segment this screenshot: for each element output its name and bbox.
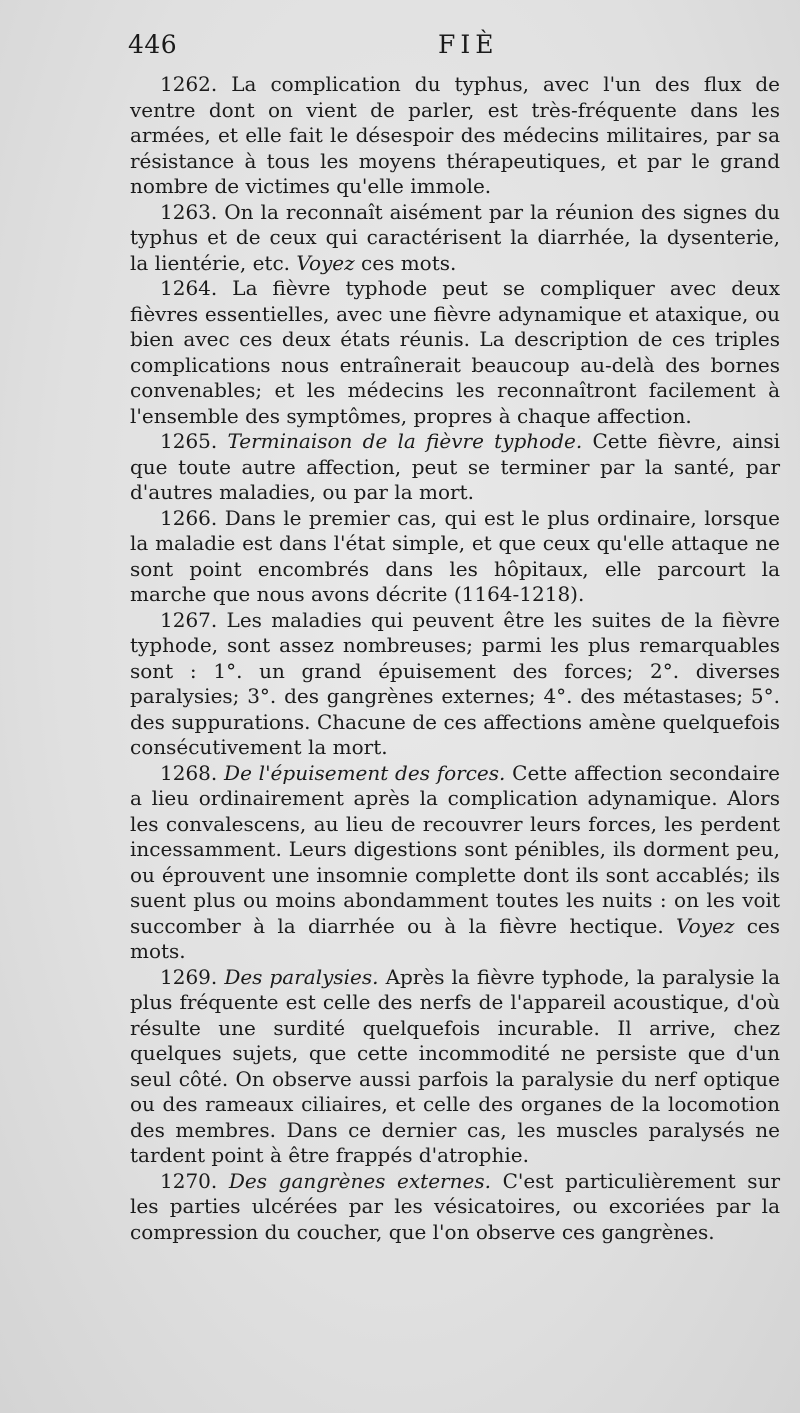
paragraph-text: 1267. Les maladies qui peuvent être les suites de la fièvre typhode, sont assez nombreuses; parmi les plus remarquables sont : 1°. un grand épuisement des forces; 2°. diverses paralysies; 3°. des gangrènes externes; 4°. des métastases; 5°. des suppurations. Chacune de ces affections amène quelquefois consécutivement la mort. [130,607,780,759]
paragraph-heading: Des gangrènes externes. [228,1168,491,1193]
paragraph-number: 1265. [160,429,218,453]
paragraph-tail: ces mots. [361,250,457,275]
paragraph-number: 1270. [160,1168,218,1193]
paragraph-1265 [130,429,780,506]
paragraph-number: 1268. [160,760,218,785]
paragraph-1268 [130,761,780,965]
blank-margin [0,1280,800,1413]
paragraph-text: 1264. La fièvre typhode peut se compliquer avec deux fièvres essentielles, avec une fièvre adynamique et ataxique, ou bien avec ces deux états réunis. La description de ces triples complications nous entraînerait beaucoup au-delà des bornes convenables; et les médecins les reconnaîtront facilement à l'ensemble des symptômes, propres à chaque affection. [130,276,780,428]
paragraph-tail: Après la fièvre typhode, la paralysie la plus fréquente est celle des nerfs de l'appareil acoustique, d'où résulte une surdité quelquefois incurable. Il arrive, chez quelques sujets, que cette incommodité ne persiste que d'un seul côté. On observe aussi parfois la paralysie du nerf optique ou des rameaux ciliaires, et celle des organes de la locomotion des membres. Dans ce dernier cas, les muscles paralysés ne tardent point à être frappés d'atrophie. [130,964,781,1167]
paragraph-heading: Des paralysies. [224,964,379,989]
paragraph-italic: Voyez [676,913,735,938]
paragraph-1264 [130,276,780,429]
paragraph-heading: De l'épuisement des forces. [224,760,506,785]
paragraph-italic: Voyez [296,250,355,275]
paragraph-text: 1266. Dans le premier cas, qui est le plus ordinaire, lorsque la maladie est dans l'état simple, et que ceux qu'elle attaque ne sont point encombrés dans les hôpitaux, elle parcourt la marche que nous avons décrite (1164-1218). [130,505,780,606]
running-head: FIÈ [438,30,499,59]
page-number: 446 [128,30,178,59]
paragraph-text: 1263. On la reconnaît aisément par la réunion des signes du typhus et de ceux qui caractérisent la diarrhée, la dysenterie, la lientérie, etc. [130,199,780,275]
paragraph-tail: Cette affection secondaire a lieu ordinairement après la complication adynamique. Alors les convalescens, au lieu de recouvrer leurs forces, les perdent incessamment. Leurs digestions sont pénibles, ils dorment peu, ou éprouvent une insomnie complette dont ils sont accablés; ils suent plus ou moins abondamment toutes les nuits : on les voit succomber à la diarrhée ou à la fièvre hectique. [130,760,780,938]
paragraph-1267 [130,608,780,761]
paragraph-heading: Terminaison de la fièvre typhode. [227,429,583,453]
paragraph-1263 [130,200,780,277]
paragraph-tail: C'est particulièrement sur les parties ulcérées par les vésicatoires, ou excoriées par la compression du coucher, que l'on observe ces gangrènes. [130,1168,781,1244]
paragraph-number: 1269. [160,964,218,989]
body-text [130,72,780,1245]
paragraph-1262 [130,72,780,200]
page-header [128,30,788,64]
paragraph-tail: ces mots. [130,913,781,963]
paragraph-1270 [130,1169,780,1246]
paragraph-1269 [130,965,780,1169]
paragraph-text: 1262. La complication du typhus, avec l'un des flux de ventre dont on vient de parler, est très-fréquente dans les armées, et elle fait le désespoir des médecins militaires, par sa résistance à tous les moyens thérapeutiques, et par le grand nombre de victimes qu'elle immole. [130,72,780,198]
paragraph-tail: Cette fièvre, ainsi que toute autre affection, peut se terminer par la santé, par d'autres maladies, ou par la mort. [130,429,781,504]
paragraph-1266 [130,506,780,608]
